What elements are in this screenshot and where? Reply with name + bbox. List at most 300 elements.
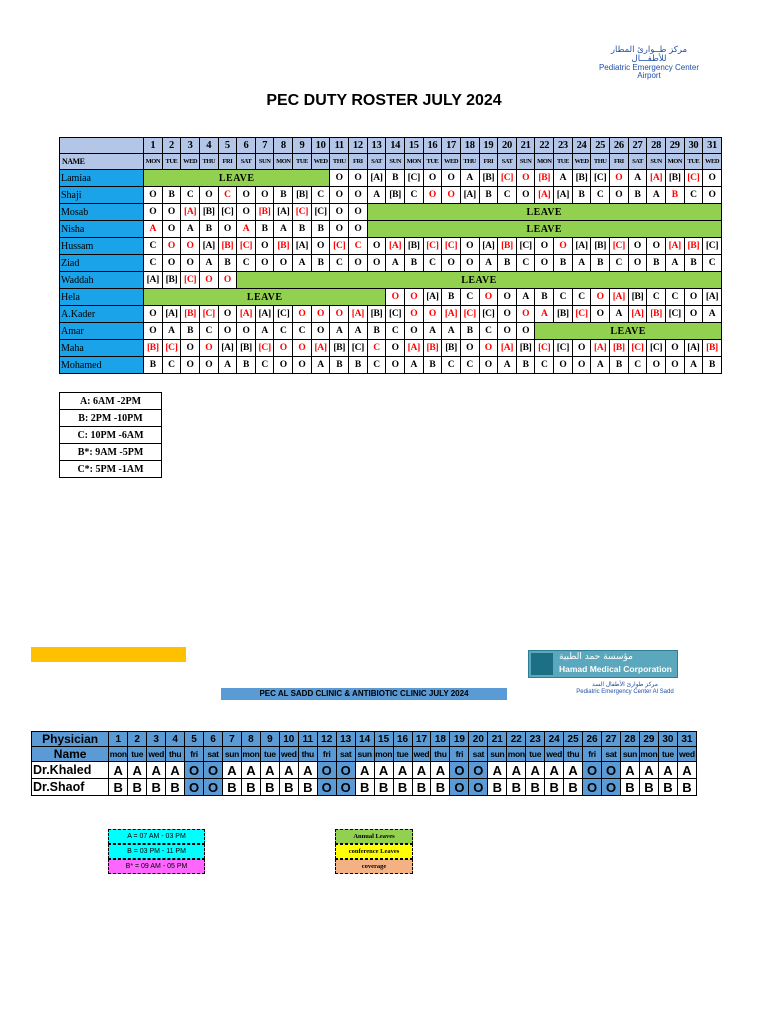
legend-row — [60, 444, 162, 461]
shift-cell: [B] — [181, 306, 200, 323]
shift-cell: O — [404, 289, 423, 306]
shift-cell: C — [386, 323, 405, 340]
roster-row — [60, 170, 722, 187]
leave-cell: LEAVE — [367, 221, 721, 238]
clinic-day-number: 5 — [185, 732, 204, 747]
shift-cell: [A] — [703, 289, 722, 306]
clinic-day-number: 21 — [488, 732, 507, 747]
shift-cell: O — [237, 323, 256, 340]
hmc-arabic-name: مؤسسة حمد الطبية — [559, 652, 633, 662]
shift-cell: [B] — [293, 187, 312, 204]
clinic-weekday: sun — [355, 747, 374, 762]
clinic-day-number: 30 — [658, 732, 677, 747]
shift-cell: A — [293, 255, 312, 272]
shift-cell: B — [255, 221, 274, 238]
roster-day-number: 16 — [423, 138, 442, 154]
clinic-shift-cell: A — [241, 762, 260, 779]
shift-cell: O — [404, 306, 423, 323]
clinic-shift-cell: B — [412, 779, 431, 796]
roster-weekday: WED — [703, 154, 722, 170]
shift-cell: C — [181, 187, 200, 204]
clinic-weekday: mon — [109, 747, 128, 762]
clinic-weekday: tue — [393, 747, 412, 762]
logo-english-line2: Airport — [637, 71, 661, 81]
shift-cell: [B] — [199, 204, 218, 221]
roster-day-number: 3 — [181, 138, 200, 154]
shift-cell: O — [479, 357, 498, 374]
shift-cell: [C] — [423, 238, 442, 255]
staff-name: Hela — [60, 289, 144, 306]
shift-cell: A — [162, 323, 181, 340]
shift-cell: [C] — [386, 306, 405, 323]
clinic-day-number: 28 — [621, 732, 640, 747]
clinic-weekday: thu — [298, 747, 317, 762]
shift-cell: [A] — [255, 306, 274, 323]
shift-cell: [A] — [591, 340, 610, 357]
shift-cell: C — [498, 187, 517, 204]
shift-cell: A — [684, 357, 703, 374]
shift-cell: C — [367, 357, 386, 374]
roster-row — [60, 323, 722, 340]
shift-cell: O — [144, 323, 163, 340]
clinic-shift-cell: B — [166, 779, 185, 796]
shift-cell: [A] — [199, 238, 218, 255]
shift-cell: O — [647, 357, 666, 374]
roster-day-number: 18 — [460, 138, 479, 154]
shift-cell: B — [218, 255, 237, 272]
logo-english-line1: Pediatric Emergency Center — [598, 62, 700, 72]
legend-row — [60, 461, 162, 478]
page-title: PEC DUTY ROSTER JULY 2024 — [266, 92, 502, 109]
roster-weekday: SUN — [386, 154, 405, 170]
shift-cell: C — [479, 323, 498, 340]
shift-cell: B — [404, 255, 423, 272]
clinic-weekday: fri — [317, 747, 336, 762]
shift-cell: A — [274, 221, 293, 238]
clinic-day-number: 12 — [317, 732, 336, 747]
clinic-shift-cell: A — [431, 762, 450, 779]
clinic-shift-cell: O — [602, 762, 621, 779]
clinic-shift-cell: A — [147, 762, 166, 779]
roster-weekday: THU — [460, 154, 479, 170]
shift-cell: O — [255, 255, 274, 272]
roster-row — [60, 204, 722, 221]
shift-cell: A — [610, 306, 629, 323]
clinic-row — [32, 762, 697, 779]
clinic-weekday: fri — [450, 747, 469, 762]
shift-cell: C — [144, 238, 163, 255]
staff-name: Nisha — [60, 221, 144, 238]
clinic-day-number: 15 — [374, 732, 393, 747]
logo-arabic-line2: للأطفـــال — [631, 53, 667, 64]
shift-cell: [B] — [330, 340, 349, 357]
hmc-sub-english: Pediatric Emergency Center Al Sadd — [576, 688, 674, 695]
shift-cell: A — [703, 306, 722, 323]
shift-cell: O — [349, 170, 368, 187]
roster-weekday: THU — [330, 154, 349, 170]
roster-weekday: TUE — [293, 154, 312, 170]
shift-cell: B — [516, 357, 535, 374]
clinic-shift-cell: B — [621, 779, 640, 796]
shift-cell: A — [218, 357, 237, 374]
shift-cell: [B] — [367, 306, 386, 323]
shift-cell: O — [218, 306, 237, 323]
shift-cell: [B] — [535, 170, 554, 187]
roster-row — [60, 238, 722, 255]
clinic-shift-cell: A — [393, 762, 412, 779]
shift-cell: O — [349, 255, 368, 272]
clinic-shift-cell: B — [260, 779, 279, 796]
shift-cell: [A] — [367, 170, 386, 187]
clinic-shift-cell: B — [374, 779, 393, 796]
clinic-shift-cell: A — [128, 762, 147, 779]
shift-cell: O — [665, 357, 684, 374]
shift-cell: O — [460, 238, 479, 255]
clinic-shift-cell: O — [450, 762, 469, 779]
shift-cell: O — [554, 238, 573, 255]
clinic-shift-cell: A — [507, 762, 526, 779]
roster-corner-cell — [60, 138, 144, 154]
shift-cell: [B] — [423, 340, 442, 357]
shift-cell: O — [199, 340, 218, 357]
shift-cell: [A] — [404, 340, 423, 357]
shift-cell: O — [498, 306, 517, 323]
clinic-weekday: wed — [279, 747, 298, 762]
clinic-shift-cell: O — [185, 762, 204, 779]
roster-day-number: 23 — [554, 138, 573, 154]
shift-cell: O — [181, 357, 200, 374]
clinic-weekday: tue — [128, 747, 147, 762]
shift-cell: O — [293, 357, 312, 374]
shift-cell: [B] — [572, 170, 591, 187]
clinic-title: PEC AL SADD CLINIC & ANTIBIOTIC CLINIC JULY 2024 — [221, 688, 507, 700]
shift-cell: B — [367, 323, 386, 340]
roster-weekday: FRI — [218, 154, 237, 170]
shift-cell: O — [460, 340, 479, 357]
shift-cell: B — [293, 221, 312, 238]
roster-day-number: 14 — [386, 138, 405, 154]
roster-day-number: 2 — [162, 138, 181, 154]
shift-cell: [A] — [181, 204, 200, 221]
shift-cell: B — [535, 289, 554, 306]
clinic-shift-cell: O — [583, 779, 602, 796]
roster-weekday: TUE — [684, 154, 703, 170]
shift-cell: C — [516, 255, 535, 272]
shift-cell: [B] — [665, 170, 684, 187]
shift-cell: O — [162, 204, 181, 221]
shift-cell: [C] — [293, 204, 312, 221]
roster-weekday: WED — [181, 154, 200, 170]
clinic-weekday: wed — [545, 747, 564, 762]
shift-legend — [59, 392, 162, 478]
shift-cell: C — [684, 187, 703, 204]
shift-cell: [C] — [703, 238, 722, 255]
shift-cell: O — [591, 306, 610, 323]
clinic-day-number: 16 — [393, 732, 412, 747]
shift-cell: A — [330, 323, 349, 340]
shift-cell: O — [311, 306, 330, 323]
shift-cell: O — [199, 272, 218, 289]
shift-cell: O — [423, 170, 442, 187]
shift-cell: [A] — [479, 238, 498, 255]
leave-cell: LEAVE — [237, 272, 722, 289]
roster-day-number: 26 — [610, 138, 629, 154]
clinic-day-number: 10 — [279, 732, 298, 747]
roster-weekday: THU — [591, 154, 610, 170]
shift-cell: [B] — [386, 187, 405, 204]
clinic-shift-cell: B — [128, 779, 147, 796]
shift-cell: A — [423, 323, 442, 340]
clinic-weekday: tue — [260, 747, 279, 762]
clinic-shift-cell: B — [507, 779, 526, 796]
shift-cell: [A] — [218, 340, 237, 357]
leave-legend-entry: conference Leaves — [335, 844, 413, 859]
shift-cell: B — [554, 255, 573, 272]
shift-cell: A — [199, 255, 218, 272]
clinic-shift-cell: O — [602, 779, 621, 796]
roster-weekday: MON — [274, 154, 293, 170]
clinic-weekday: thu — [431, 747, 450, 762]
roster-day-number: 11 — [330, 138, 349, 154]
clinic-shift-cell: A — [639, 762, 658, 779]
shift-cell: O — [610, 170, 629, 187]
shift-cell: O — [479, 289, 498, 306]
clinic-shift-cell: A — [564, 762, 583, 779]
shift-cell: C — [255, 357, 274, 374]
shift-cell: [B] — [703, 340, 722, 357]
clinic-day-number: 4 — [166, 732, 185, 747]
shift-cell: B — [460, 323, 479, 340]
clinic-day-number: 26 — [583, 732, 602, 747]
shift-cell: [B] — [218, 238, 237, 255]
shift-cell: O — [274, 340, 293, 357]
hmc-emblem-icon — [531, 653, 553, 675]
shift-cell: [A] — [274, 204, 293, 221]
roster-weekday: MON — [404, 154, 423, 170]
clinic-weekday-row — [32, 747, 697, 762]
shift-cell: [C] — [591, 170, 610, 187]
clinic-shift-cell: B — [279, 779, 298, 796]
clinic-day-number: 18 — [431, 732, 450, 747]
shift-cell: O — [255, 187, 274, 204]
shift-cell: B — [199, 221, 218, 238]
highlight-bar — [31, 647, 186, 662]
shift-cell: B — [423, 357, 442, 374]
shift-cell: [B] — [610, 340, 629, 357]
shift-cell: [B] — [479, 170, 498, 187]
clinic-shift-cell: B — [298, 779, 317, 796]
legend-entry: A: 6AM -2PM — [60, 393, 162, 410]
shift-cell: [B] — [404, 238, 423, 255]
clinic-legend-entry: B = 03 PM - 11 PM — [108, 844, 205, 859]
clinic-shift-cell: O — [317, 779, 336, 796]
clinic-day-number: 7 — [222, 732, 241, 747]
shift-cell: O — [162, 255, 181, 272]
shift-cell: O — [684, 306, 703, 323]
clinic-shift-cell: B — [431, 779, 450, 796]
shift-cell: [C] — [404, 170, 423, 187]
roster-day-number: 5 — [218, 138, 237, 154]
clinic-day-number: 23 — [526, 732, 545, 747]
shift-cell: [A] — [162, 306, 181, 323]
roster-weekday: MON — [144, 154, 163, 170]
shift-cell: O — [442, 255, 461, 272]
shift-cell: B — [647, 255, 666, 272]
shift-cell: B — [610, 357, 629, 374]
shift-cell: A — [665, 255, 684, 272]
clinic-shift-cell: A — [355, 762, 374, 779]
legend-entry: B*: 9AM -5PM — [60, 444, 162, 461]
shift-cell: A — [535, 306, 554, 323]
shift-cell: [C] — [199, 306, 218, 323]
shift-cell: A — [479, 255, 498, 272]
shift-cell: O — [311, 323, 330, 340]
shift-cell: [C] — [255, 340, 274, 357]
shift-cell: [B] — [442, 340, 461, 357]
shift-cell: O — [516, 306, 535, 323]
clinic-day-number: 22 — [507, 732, 526, 747]
roster-day-number: 12 — [349, 138, 368, 154]
roster-day-number: 25 — [591, 138, 610, 154]
shift-cell: O — [703, 187, 722, 204]
shift-cell: [B] — [237, 340, 256, 357]
leave-cell: LEAVE — [144, 289, 386, 306]
staff-name: Maha — [60, 340, 144, 357]
shift-cell: O — [386, 289, 405, 306]
shift-cell: [A] — [647, 170, 666, 187]
clinic-shift-cell: O — [450, 779, 469, 796]
shift-cell: C — [274, 323, 293, 340]
roster-day-number: 20 — [498, 138, 517, 154]
shift-cell: [A] — [572, 238, 591, 255]
shift-cell: C — [535, 357, 554, 374]
shift-cell: O — [628, 255, 647, 272]
roster-day-number: 7 — [255, 138, 274, 154]
shift-cell: O — [330, 187, 349, 204]
shift-cell: O — [367, 255, 386, 272]
shift-cell: O — [423, 306, 442, 323]
shift-cell: O — [516, 187, 535, 204]
roster-weekday: SAT — [367, 154, 386, 170]
shift-cell: [B] — [274, 238, 293, 255]
shift-cell: O — [293, 306, 312, 323]
physician-name: Dr.Khaled — [32, 762, 109, 779]
shift-cell: O — [349, 221, 368, 238]
shift-cell: [A] — [628, 306, 647, 323]
clinic-day-number: 13 — [336, 732, 355, 747]
clinic-day-number: 20 — [469, 732, 488, 747]
shift-cell: C — [665, 289, 684, 306]
pec-airport-logo — [594, 46, 704, 81]
shift-cell: O — [181, 255, 200, 272]
clinic-shift-cell: A — [279, 762, 298, 779]
clinic-weekday: wed — [677, 747, 696, 762]
legend-row — [60, 427, 162, 444]
roster-row — [60, 340, 722, 357]
shift-cell: C — [572, 289, 591, 306]
shift-cell: [A] — [386, 238, 405, 255]
shift-cell: C — [442, 357, 461, 374]
staff-name: Amar — [60, 323, 144, 340]
shift-cell: [A] — [311, 340, 330, 357]
roster-weekday: WED — [572, 154, 591, 170]
shift-cell: B — [311, 221, 330, 238]
hmc-subtitle — [560, 682, 690, 696]
shift-cell: [C] — [516, 238, 535, 255]
shift-cell: [C] — [628, 340, 647, 357]
shift-cell: A — [349, 323, 368, 340]
shift-cell: A — [572, 255, 591, 272]
clinic-shift-cell: A — [412, 762, 431, 779]
clinic-weekday: wed — [412, 747, 431, 762]
clinic-shift-cell: O — [583, 762, 602, 779]
shift-cell: O — [237, 204, 256, 221]
clinic-name-header: Name — [32, 747, 109, 762]
clinic-weekday: thu — [564, 747, 583, 762]
shift-cell: O — [386, 357, 405, 374]
clinic-shift-cell: B — [526, 779, 545, 796]
roster-day-number: 1 — [144, 138, 163, 154]
roster-weekday: SUN — [255, 154, 274, 170]
legend-row — [60, 410, 162, 427]
clinic-shift-cell: O — [204, 779, 223, 796]
roster-day-number: 17 — [442, 138, 461, 154]
clinic-day-number: 1 — [109, 732, 128, 747]
shift-cell: C — [628, 357, 647, 374]
leave-cell: LEAVE — [535, 323, 721, 340]
staff-name: Mosab — [60, 204, 144, 221]
shift-cell: [C] — [610, 238, 629, 255]
clinic-day-number: 27 — [602, 732, 621, 747]
clinic-day-number: 2 — [128, 732, 147, 747]
clinic-day-number: 31 — [677, 732, 696, 747]
shift-cell: O — [591, 289, 610, 306]
shift-cell: A — [144, 221, 163, 238]
shift-cell: B — [349, 357, 368, 374]
shift-cell: C — [703, 255, 722, 272]
shift-cell: O — [330, 306, 349, 323]
roster-day-number-row — [60, 138, 722, 154]
shift-cell: O — [181, 340, 200, 357]
shift-cell: A — [647, 187, 666, 204]
roster-weekday: FRI — [349, 154, 368, 170]
roster-weekday: MON — [535, 154, 554, 170]
shift-cell: [C] — [442, 238, 461, 255]
roster-weekday: TUE — [423, 154, 442, 170]
shift-cell: O — [144, 306, 163, 323]
staff-name: Hussam — [60, 238, 144, 255]
shift-cell: O — [162, 221, 181, 238]
roster-weekday: FRI — [610, 154, 629, 170]
shift-cell: A — [460, 170, 479, 187]
shift-cell: O — [144, 187, 163, 204]
leave-legend-entry: Annual Leaves — [335, 829, 413, 844]
shift-cell: [A] — [293, 238, 312, 255]
clinic-weekday: mon — [241, 747, 260, 762]
shift-cell: [C] — [218, 204, 237, 221]
roster-weekday: THU — [199, 154, 218, 170]
shift-cell: B — [498, 255, 517, 272]
shift-cell: C — [554, 289, 573, 306]
staff-name: Lamiaa — [60, 170, 144, 187]
shift-cell: A — [237, 221, 256, 238]
shift-cell: C — [237, 255, 256, 272]
legend-entry: C*: 5PM -1AM — [60, 461, 162, 478]
shift-cell: O — [144, 204, 163, 221]
shift-cell: [C] — [330, 238, 349, 255]
legend-entry: B: 2PM -10PM — [60, 410, 162, 427]
shift-cell: A — [628, 170, 647, 187]
